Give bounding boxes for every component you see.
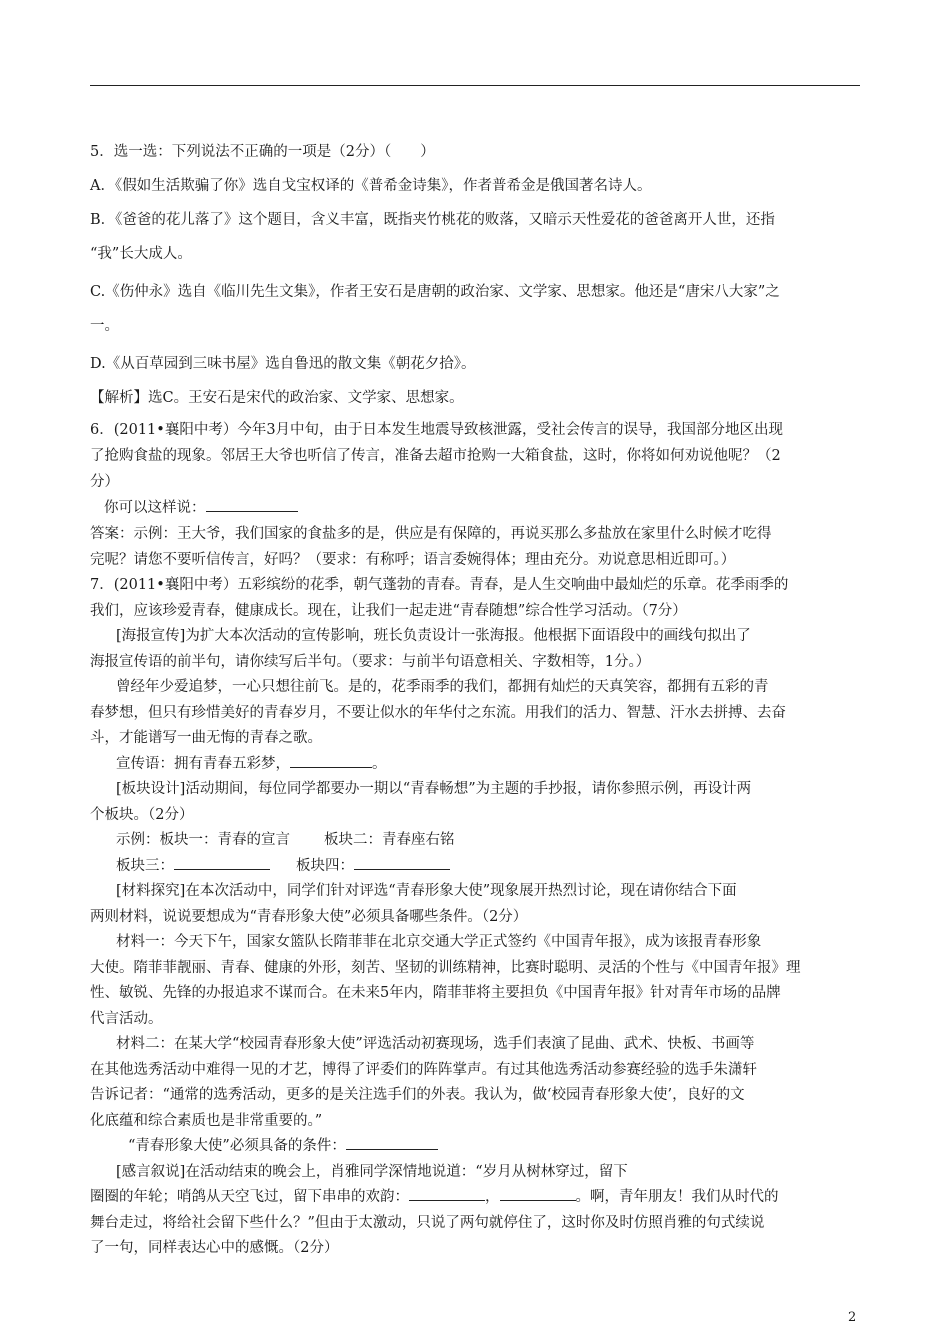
material1-line4: 代言活动。 (90, 1010, 163, 1027)
slogan-blank[interactable] (290, 753, 372, 768)
header-rule (90, 85, 860, 86)
feel-blank-2[interactable] (500, 1186, 576, 1201)
q7-poster-line1: [海报宣传]为扩大本次活动的宣传影响，班长负责设计一张海报。他根据下面语段中的画线句拟出了 (116, 628, 751, 644)
page-number: 2 (848, 1310, 857, 1325)
q5-analysis: 【解析】选C。王安石是宋代的政治家、文学家、思想家。 (90, 390, 464, 406)
q7-passage-line2: 春梦想，但只有珍惜美好的青春岁月，不要让似水的年华付之东流。用我们的活力、智慧、汗水去拼搏、去奋 (90, 704, 786, 721)
q6-prompt-line (90, 495, 862, 521)
feel-text-a: 圈圈的年轮；哨鸽从天空飞过，留下串串的欢韵： (90, 1189, 409, 1205)
q7-board-line2: 个板块。（2分） (90, 806, 194, 823)
q7-poster-line2: 海报宣传语的前半句，请你续写后半句。（要求：与前半句语意相关、字数相等，1分。） (90, 653, 651, 670)
q5-option-a: A．《假如生活欺骗了你》选自戈宝权译的《普希金诗集》，作者普希金是俄国著名诗人。 (90, 178, 652, 194)
q7-block (90, 573, 862, 1262)
q5-option-b-line1: B．《爸爸的花儿落了》这个题目，含义丰富，既指夹竹桃花的败落，又暗示天性爱花的爸爸离开人世，还指 (90, 212, 775, 228)
document-body (90, 140, 862, 1262)
q6-answer-line1: 答案：示例：王大爷，我们国家的食盐多的是，供应是有保障的，再说买那么多盐放在家里什么时候才吃得 (90, 526, 772, 542)
feel-text-b: ， (485, 1189, 500, 1205)
material2-line3: 告诉记者：“通常的选秀活动，更多的是关注选手们的外表。我认为，做‘校园青春形象大使’，良好的文 (90, 1087, 745, 1103)
q7-feel-line4: 了一句，同样表达心中的感慨。（2分） (90, 1240, 339, 1256)
board3-label: 板块三： (116, 857, 174, 874)
q6-answer-line2: 完呢？请您不要听信传言，好吗？（要求：有称呼；语言委婉得体；理由充分。劝说意思相近即可。） (90, 552, 736, 568)
q6-answer-blank[interactable] (206, 497, 298, 512)
board4-blank[interactable] (354, 855, 450, 870)
condition-blank[interactable] (346, 1135, 438, 1150)
feel-blank-1[interactable] (409, 1186, 485, 1201)
q7-line2: 我们，应该珍爱青春，健康成长。现在，让我们一起走进“青春随想”综合性学习活动。（7分） (90, 602, 687, 619)
q5-option-b-line2: “我”长大成人。 (90, 246, 192, 262)
slogan-prefix: 宣传语：拥有青春五彩梦， (116, 755, 290, 772)
q7-material-line2: 两则材料，说说要想成为“青春形象大使”必须具备哪些条件。（2分） (90, 908, 528, 925)
material1-line2: 大使。隋菲菲靓丽、青春、健康的外形，刻苦、坚韧的训练精神，比赛时聪明、灵活的个性与《中国青年报》理 (90, 959, 801, 976)
q7-example-line (90, 828, 862, 854)
material1-line1: 材料一：今天下午，国家女篮队长隋菲菲在北京交通大学正式签约《中国青年报》，成为该报青春形象 (116, 934, 762, 950)
material1-line3: 性、敏锐、先锋的办报追求不谋而合。在未来5年内，隋菲菲将主要担负《中国青年报》针对青年市场的品牌 (90, 985, 781, 1001)
board4-label: 板块四： (296, 857, 354, 874)
material2-line2: 在其他选秀活动中难得一见的才艺，博得了评委们的阵阵掌声。有过其他选秀活动参赛经验的选手朱潇轩 (90, 1061, 757, 1078)
q7-passage-line3: 斗，才能谱写一曲无悔的青春之歌。 (90, 730, 322, 746)
q7-passage-line1: 曾经年少爱追梦，一心只想往前飞。是的，花季雨季的我们，都拥有灿烂的天真笑容，都拥有五彩的青 (116, 679, 769, 695)
q7-board-line1: [板块设计]活动期间，每位同学都要办一期以“青春畅想”为主题的手抄报，请你参照示例，再设计两 (116, 781, 752, 797)
q6-line3: 分） (90, 474, 119, 490)
q5-option-c-line1: C.《伤仲永》选自《临川先生文集》，作者王安石是唐朝的政治家、文学家、思想家。他还是“唐宋八大家”之 (90, 284, 780, 300)
q6-prompt: 你可以这样说： (104, 500, 206, 516)
q6-block (90, 417, 862, 573)
slogan-suffix: 。 (372, 755, 387, 772)
q6-line2: 了抢购食盐的现象。邻居王大爷也听信了传言，准备去超市抢购一大箱食盐，这时，你将如何劝说他呢？（2 (90, 448, 781, 464)
feel-text-c: 。啊，青年朋友！我们从时代的 (575, 1189, 779, 1205)
condition-prompt: “青春形象大使”必须具备的条件： (128, 1138, 346, 1154)
q7-slogan-line (90, 752, 862, 778)
q6-line1: 6．(2011•襄阳中考）今年3月中旬，由于日本发生地震导致核泄露，受社会传言的误导，我国部分地区出现 (90, 422, 784, 438)
board3-blank[interactable] (174, 855, 270, 870)
q5-option-d: D.《从百草园到三味书屋》选自鲁迅的散文集《朝花夕拾》。 (90, 356, 476, 372)
example-board1: 示例：板块一：青春的宣言 (116, 832, 290, 848)
q7-material-line1: [材料探究]在本次活动中，同学们针对评选“青春形象大使”现象展开热烈讨论，现在请你结合下面 (116, 883, 737, 899)
material2-line4: 化底蕴和综合素质也是非常重要的。” (90, 1112, 323, 1129)
q7-feel-line2 (90, 1185, 862, 1211)
q5-stem: 5．选一选：下列说法不正确的一项是（2分）（ ） (90, 144, 435, 160)
q7-feel-line3: 舞台走过，将给社会留下些什么？”但由于太激动，只说了两句就停住了，这时你及时仿照肖雅的句式续说 (90, 1214, 765, 1231)
q7-board-blanks-line (90, 854, 862, 880)
q7-feel-line1: [感言叙说]在活动结束的晚会上，肖雅同学深情地说道：“岁月从树林穿过，留下 (116, 1163, 628, 1180)
q7-line1: 7．(2011•襄阳中考）五彩缤纷的花季，朝气蓬勃的青春。青春，是人生交响曲中最灿烂的乐章。花季雨季的 (90, 577, 789, 593)
q7-condition-line (90, 1134, 862, 1160)
example-board2: 板块二：青春座右铭 (324, 832, 455, 848)
material2-line1: 材料二：在某大学“校园青春形象大使”评选活动初赛现场，选手们表演了昆曲、武术、快板、书画等 (116, 1036, 755, 1052)
q5-option-c-line2: 一。 (90, 318, 119, 334)
